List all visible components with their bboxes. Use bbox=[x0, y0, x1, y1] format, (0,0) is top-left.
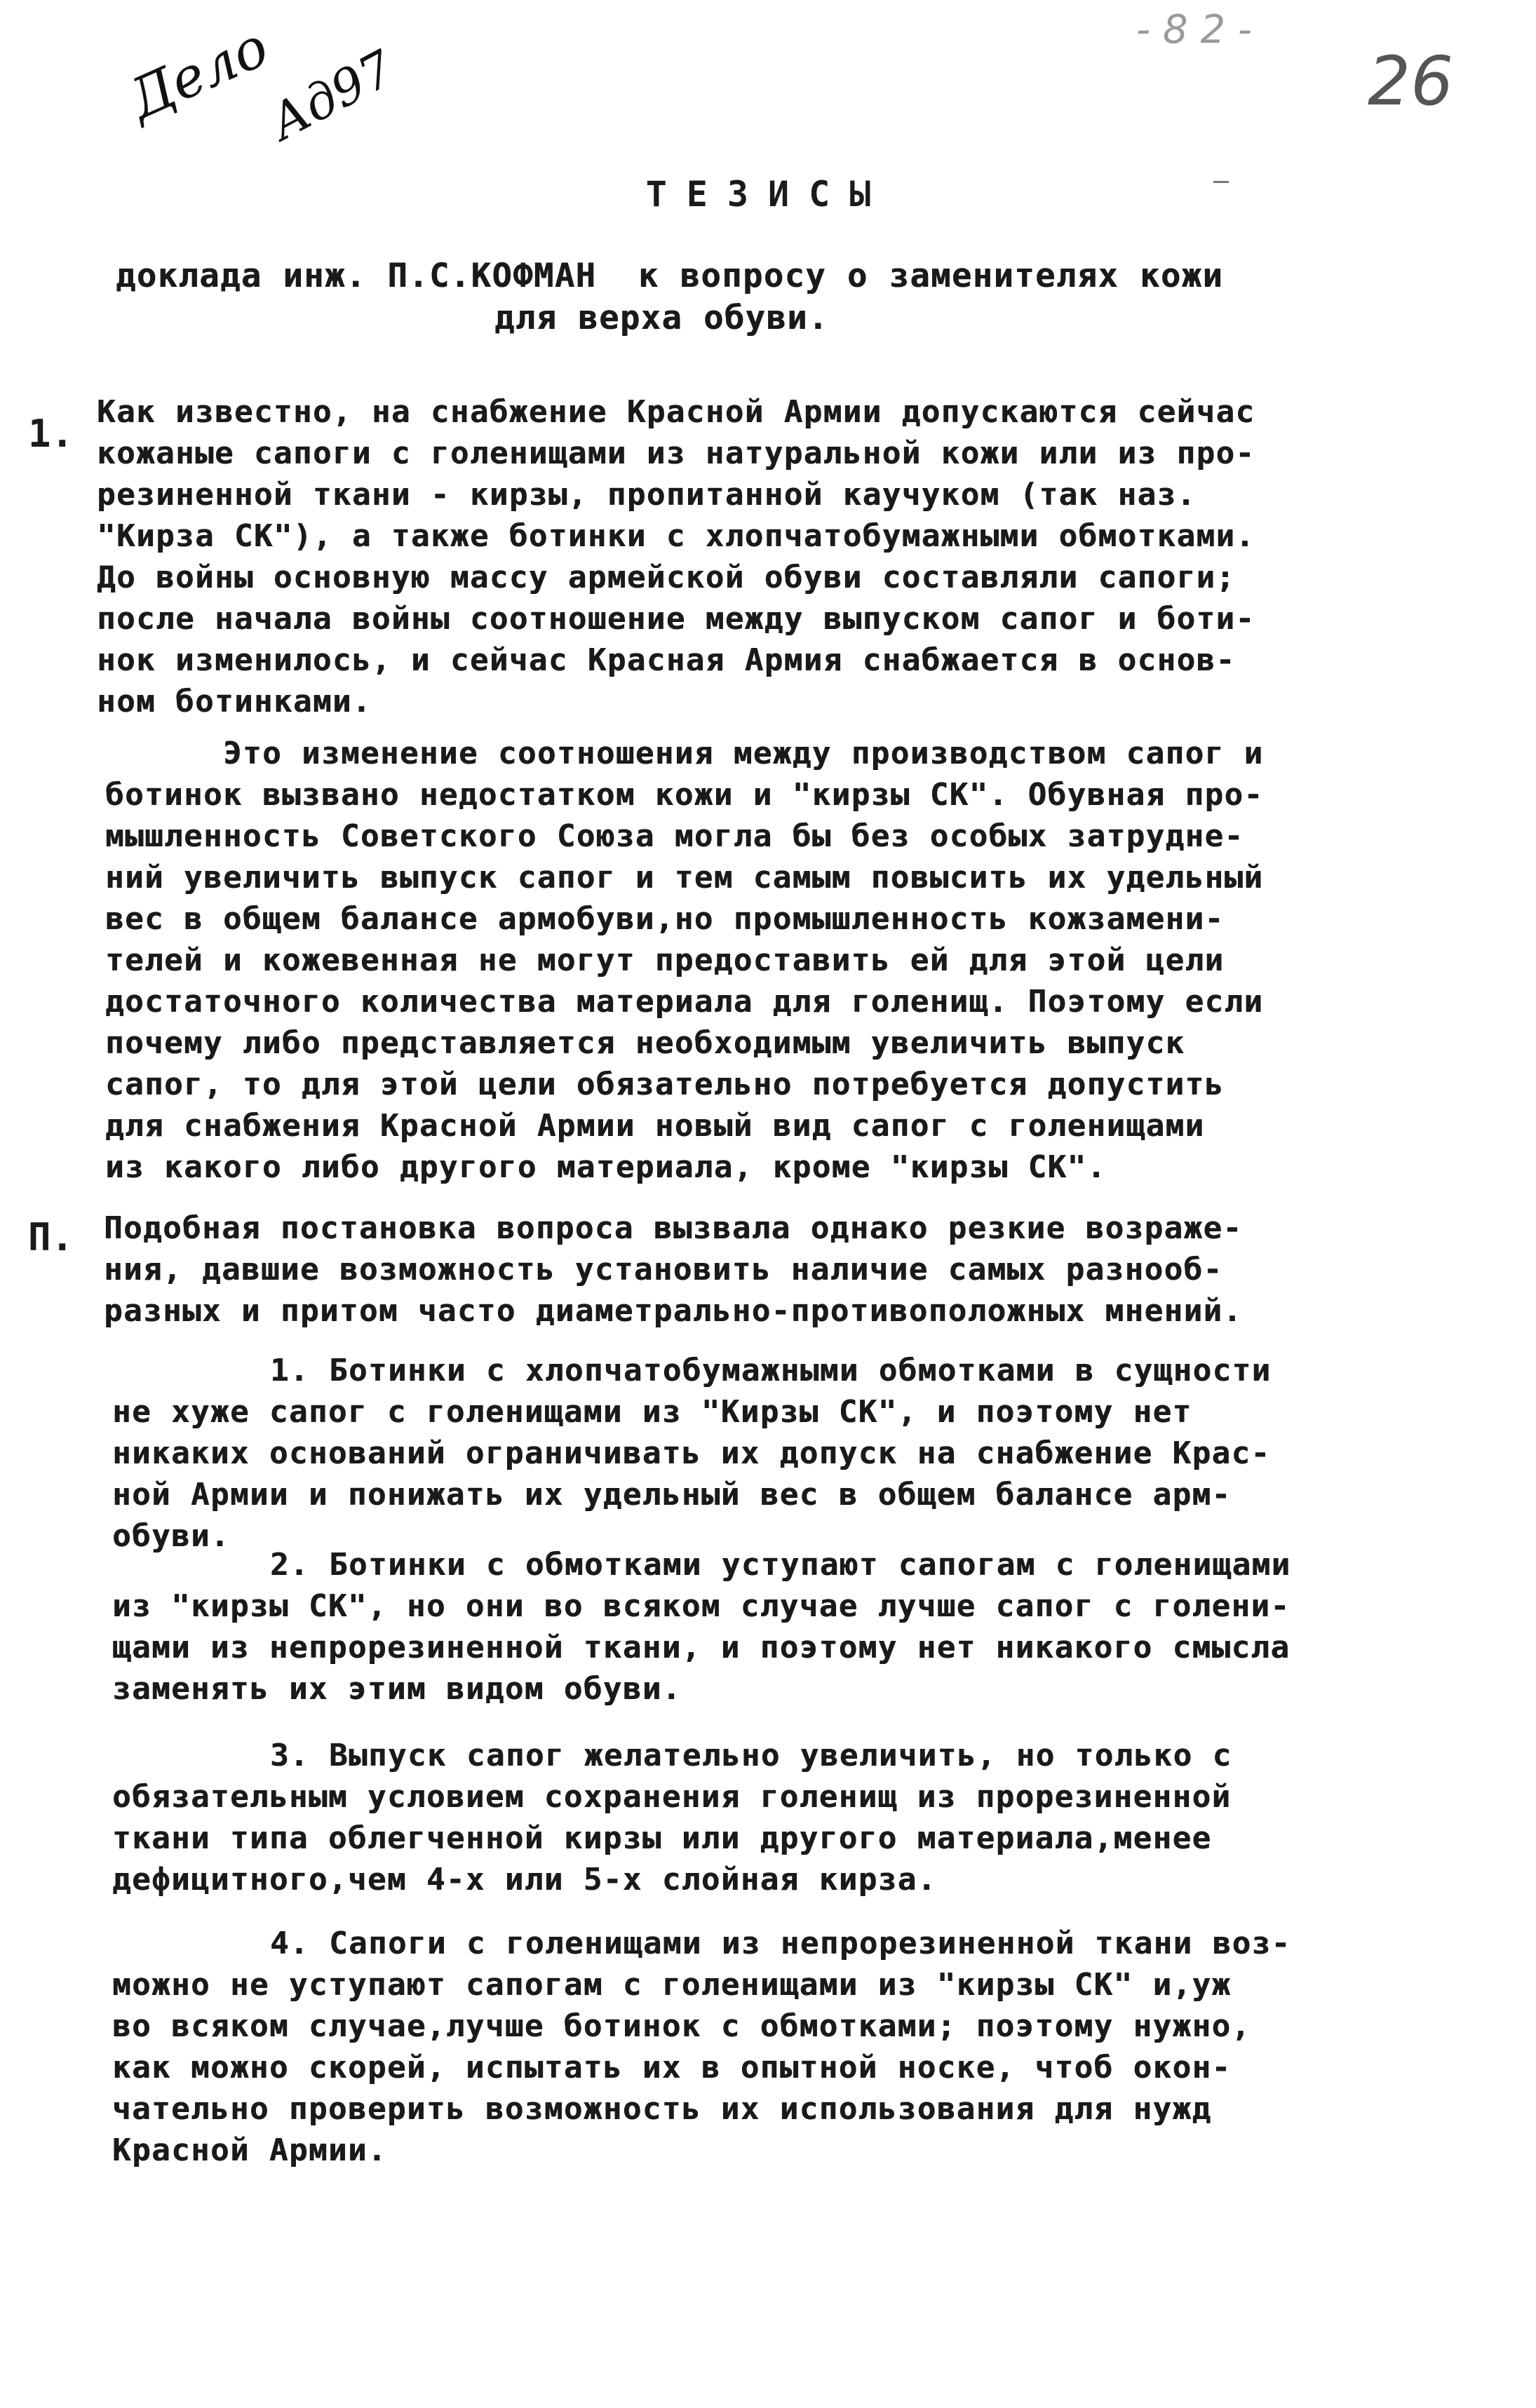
section-2-intro-line: ния, давшие возможность установить наличие самых разнооб- bbox=[104, 1252, 1223, 1287]
subtitle-line-2: для верха обуви. bbox=[494, 299, 829, 337]
item-1-line: не хуже сапог с голенищами из "Кирзы СК", и поэтому нет bbox=[112, 1394, 1192, 1430]
handwritten-note-ad97: Ад97 bbox=[260, 39, 403, 151]
item-3-line: обязательным условием сохранения голенищ из прорезиненной bbox=[112, 1779, 1232, 1815]
item-4-line: Красной Армии. bbox=[112, 2132, 387, 2168]
item-2-line: 2. Ботинки с обмотками уступают сапогам с голенищами bbox=[270, 1547, 1291, 1583]
document-title: ТЕЗИСЫ bbox=[645, 174, 891, 215]
section-1-para1-line: "Кирза СК"), а также ботинки с хлопчатобумажными обмотками. bbox=[97, 518, 1255, 554]
item-1-line: обуви. bbox=[112, 1518, 230, 1554]
item-4-line: чательно проверить возможность их использования для нужд bbox=[112, 2091, 1212, 2127]
item-3-line: ткани типа облегченной кирзы или другого материала,менее bbox=[112, 1820, 1212, 1856]
item-2-line: щами из непрорезиненной ткани, и поэтому нет никакого смысла bbox=[112, 1630, 1291, 1665]
item-1-line: ной Армии и понижать их удельный вес в общем балансе арм- bbox=[112, 1477, 1232, 1513]
section-2-intro-line: Подобная постановка вопроса вызвала однако резкие возраже- bbox=[104, 1210, 1243, 1246]
section-1-marker: 1. bbox=[28, 412, 74, 456]
item-4-line: как можно скорей, испытать их в опытной носке, чтоб окон- bbox=[112, 2050, 1232, 2085]
section-1-para2-line: Это изменение соотношения между производством сапог и bbox=[223, 736, 1264, 771]
section-2-marker: П. bbox=[28, 1215, 74, 1259]
item-4-line: 4. Сапоги с голенищами из непрорезиненной ткани воз- bbox=[270, 1926, 1291, 1961]
section-1-para1-line: резиненной ткани - кирзы, пропитанной каучуком (так наз. bbox=[97, 477, 1197, 513]
section-1-para1-line: кожаные сапоги с голенищами из натуральной кожи или из про- bbox=[97, 435, 1255, 471]
item-1-line: 1. Ботинки с хлопчатобумажными обмотками в сущности bbox=[270, 1353, 1272, 1388]
section-1-para2-line: почему либо представляется необходимым увеличить выпуск bbox=[105, 1025, 1185, 1061]
section-1-para2-line: ний увеличить выпуск сапог и тем самым повысить их удельный bbox=[105, 860, 1264, 895]
item-1-line: никаких оснований ограничивать их допуск на снабжение Крас- bbox=[112, 1435, 1271, 1471]
section-2-intro-line: разных и притом часто диаметрально-противоположных мнений. bbox=[104, 1293, 1243, 1329]
section-1-para2-line: сапог, то для этой цели обязательно потребуется допустить bbox=[105, 1067, 1225, 1102]
section-1-para2-line: ботинок вызвано недостатком кожи и "кирзы СК". Обувная про- bbox=[105, 777, 1264, 813]
item-3-line: дефицитного,чем 4-х или 5-х слойная кирза. bbox=[112, 1862, 937, 1898]
item-3-line: 3. Выпуск сапог желательно увеличить, но только с bbox=[270, 1738, 1232, 1773]
section-1-para1-line: ном ботинками. bbox=[97, 684, 372, 719]
pencil-folio-number: - 8 2 - bbox=[1136, 7, 1253, 53]
section-1-para2-line: для снабжения Красной Армии новый вид сапог с голенищами bbox=[105, 1108, 1205, 1144]
item-2-line: заменять их этим видом обуви. bbox=[112, 1671, 682, 1707]
section-1-para1-line: До войны основную массу армейской обуви составляли сапоги; bbox=[97, 560, 1236, 595]
item-4-line: во всяком случае,лучше ботинок с обмотками; поэтому нужно, bbox=[112, 2008, 1251, 2044]
section-1-para2-line: из какого либо другого материала, кроме "кирзы СК". bbox=[105, 1149, 1107, 1185]
folio-stamp-number: 26 bbox=[1368, 42, 1454, 121]
handwritten-note-delo: Дело bbox=[119, 15, 278, 133]
section-1-para2-line: достаточного количества материала для голенищ. Поэтому если bbox=[105, 984, 1264, 1020]
subtitle-line-1: доклада инж. П.С.КОФМАН к вопросу о заменителях кожи bbox=[116, 257, 1224, 295]
item-4-line: можно не уступают сапогам с голенищами из "кирзы СК" и,уж bbox=[112, 1967, 1232, 2003]
section-1-para1-line: после начала войны соотношение между выпуском сапог и боти- bbox=[97, 601, 1255, 637]
section-1-para2-line: мышленность Советского Союза могла бы без особых затрудне- bbox=[105, 818, 1244, 854]
section-1-para2-line: вес в общем балансе армобуви,но промышленность кожзамени- bbox=[105, 901, 1225, 937]
section-1-para1-line: нок изменилось, и сейчас Красная Армия снабжается в основ- bbox=[97, 642, 1236, 678]
section-1-para2-line: телей и кожевенная не могут предоставить ей для этой цели bbox=[105, 942, 1225, 978]
section-1-para1-line: Как известно, на снабжение Красной Армии допускаются сейчас bbox=[97, 394, 1255, 430]
item-2-line: из "кирзы СК", но они во всяком случае лучше сапог с голени- bbox=[112, 1588, 1291, 1624]
